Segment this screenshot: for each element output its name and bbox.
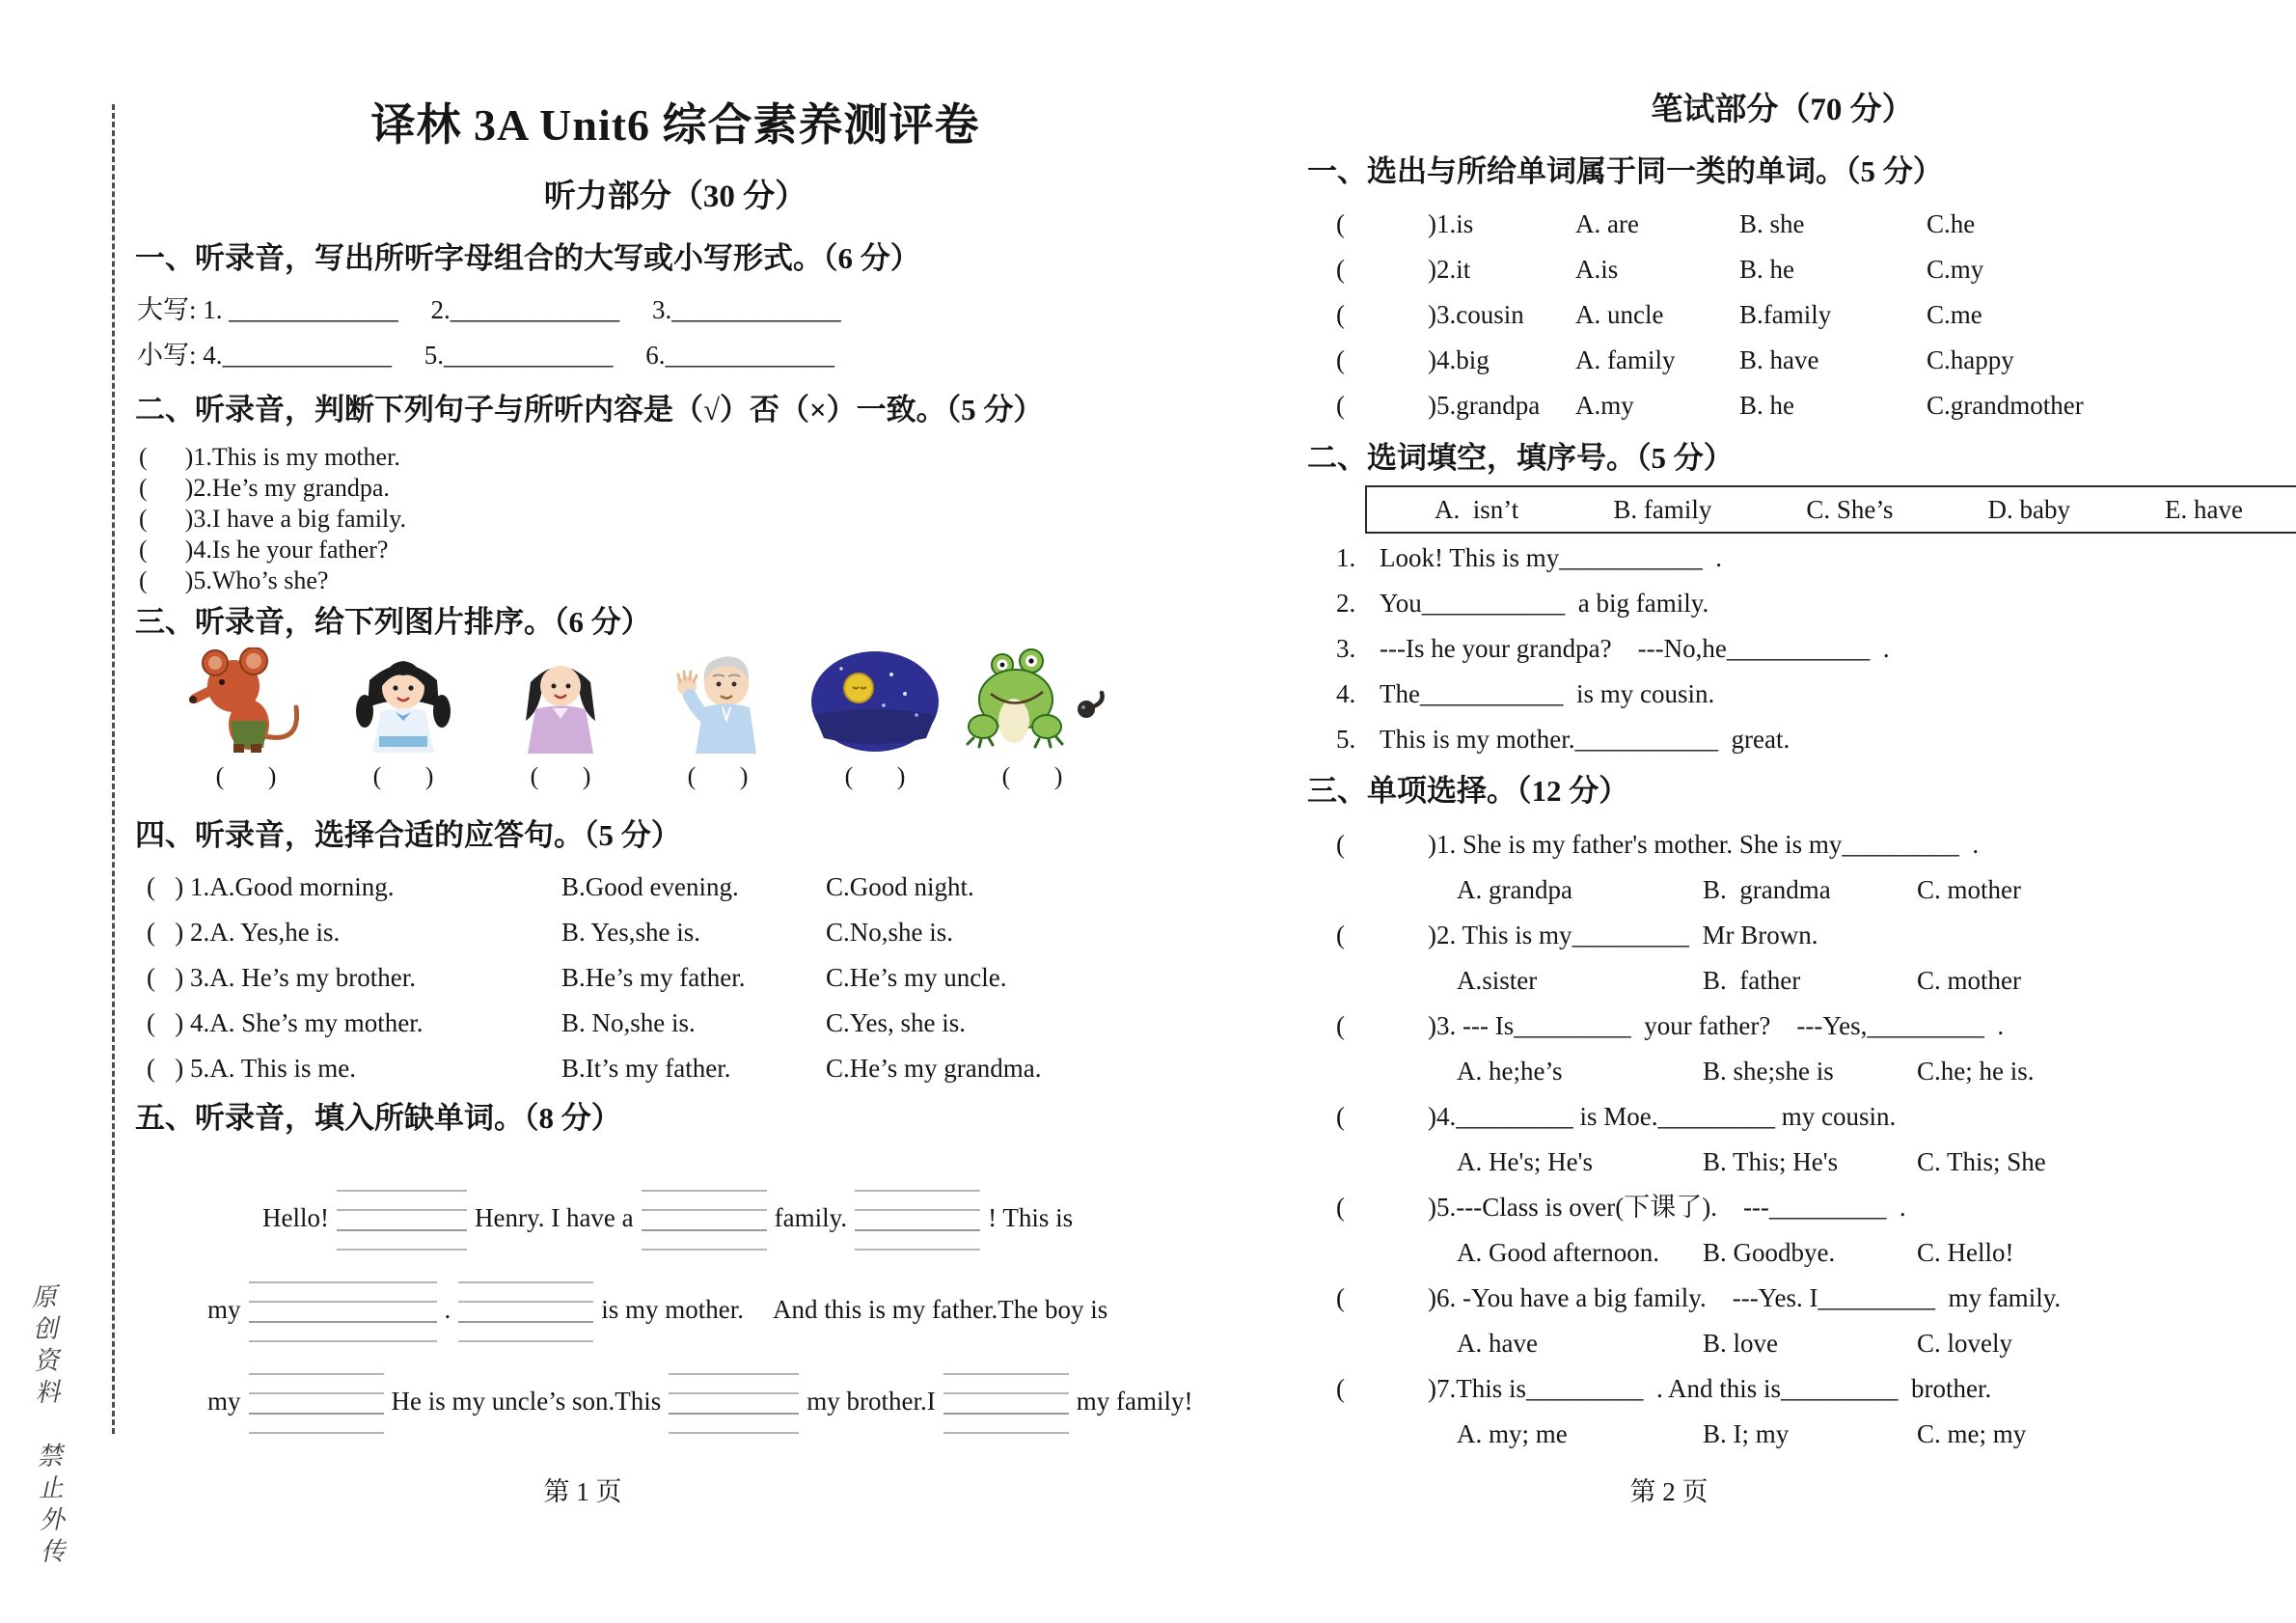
- answer-paren: ( ): [1001, 762, 1063, 790]
- judge-item: ( )3.I have a big family.: [139, 505, 406, 533]
- response-choice-row: [135, 1001, 1216, 1046]
- fill-blank-item: [1307, 536, 2257, 581]
- option-c: C.he: [1927, 209, 1976, 238]
- picture-night-moon: [803, 647, 947, 756]
- picture-grandpa: [645, 647, 790, 756]
- item-number: 5.: [1336, 725, 1356, 754]
- answer-paren: (: [1336, 921, 1345, 949]
- fill-line-1: [135, 1172, 1216, 1264]
- question-text: )2. This is my_________ Mr Brown.: [1428, 921, 1818, 949]
- classify-row: [1307, 202, 2257, 247]
- option-a: A. are: [1575, 209, 1639, 238]
- option-a: 3.A. He’s my brother.: [190, 963, 416, 992]
- mc-options: [1307, 958, 2257, 1004]
- fill-line-2: [135, 1264, 1216, 1356]
- option-c: C. Hello!: [1917, 1238, 2014, 1267]
- fill-text: .: [444, 1295, 451, 1324]
- answer-paren: (: [1336, 1193, 1345, 1222]
- answer-paren: ( ): [844, 762, 906, 790]
- option-b: B. he: [1739, 391, 1794, 420]
- fill-text: Henry. I have a: [474, 1203, 634, 1232]
- item-text: This is my mother.___________ great.: [1380, 725, 1790, 754]
- fill-text: my: [207, 1387, 241, 1416]
- section-5-title: 五、听录音，填入所缺单词。（8 分）: [135, 1101, 621, 1135]
- mc-question: [1307, 1094, 2257, 1140]
- section-1-title: 一、听录音，写出所听字母组合的大写或小写形式。（6 分）: [135, 241, 920, 275]
- writing-blank: [669, 1373, 799, 1434]
- option-b: B. grandma: [1703, 875, 1831, 904]
- option-a: A.is: [1575, 255, 1619, 284]
- answer-paren: ( ): [147, 963, 184, 992]
- fill-text: my family!: [1076, 1387, 1193, 1416]
- option-b: B.He’s my father.: [561, 963, 746, 992]
- fill-text: my: [207, 1295, 241, 1324]
- option-b: B. love: [1703, 1329, 1778, 1358]
- picture-woman: [488, 647, 633, 756]
- writing-blank: [855, 1190, 980, 1251]
- fold-dashed-line: [112, 104, 115, 1434]
- classify-row: [1307, 292, 2257, 338]
- mc-question: [1307, 1366, 2257, 1412]
- option-c: C.He’s my grandma.: [826, 1054, 1042, 1083]
- section-3-title-written: 三、单项选择。（12 分）: [1307, 774, 1629, 808]
- option-c: C.happy: [1927, 345, 2014, 374]
- writing-blank: [458, 1281, 593, 1342]
- section-1-title-written: 一、选出与所给单词属于同一类的单词。（5 分）: [1307, 154, 1943, 188]
- classify-row: [1307, 338, 2257, 383]
- section-4-title: 四、听录音，选择合适的应答句。（5 分）: [135, 818, 681, 852]
- picture-frog-tadpole: [960, 647, 1105, 756]
- response-choice-row: [135, 955, 1216, 1001]
- option-c: C. lovely: [1917, 1329, 2012, 1358]
- mc-question: [1307, 913, 2257, 958]
- picture-row: [174, 647, 1216, 756]
- picture-girl: [331, 647, 476, 756]
- lowercase-blanks-row: 小写: 4._____________ 5._____________ 6._____________: [137, 341, 835, 370]
- writing-blank: [642, 1190, 767, 1251]
- page-number-1: 第 1 页: [543, 1477, 622, 1506]
- item-text: ---Is he your grandpa? ---No,he___________ .: [1380, 634, 1890, 663]
- option-a: A. He's; He's: [1457, 1147, 1593, 1176]
- word-bank-box: [1365, 485, 2296, 534]
- fill-blank-item: [1307, 581, 2257, 626]
- fill-text: He is my uncle’s son.This: [391, 1387, 662, 1416]
- judge-item: ( )1.This is my mother.: [139, 443, 400, 471]
- answer-paren: (: [1336, 209, 1345, 238]
- stem-word: )3.cousin: [1428, 300, 1524, 329]
- option-a: 1.A.Good morning.: [190, 872, 395, 901]
- option-a: 5.A. This is me.: [190, 1054, 357, 1083]
- answer-paren: ( ): [687, 762, 749, 790]
- answer-paren: ( ): [530, 762, 591, 790]
- option-b: B.Good evening.: [561, 872, 739, 901]
- fill-text: ! This is: [988, 1203, 1074, 1232]
- option-b: B. he: [1739, 255, 1794, 284]
- question-text: )7.This is_________ . And this is_________ brother.: [1428, 1374, 1992, 1403]
- answer-paren: (: [1336, 300, 1345, 329]
- option-c: C.Yes, she is.: [826, 1008, 967, 1037]
- mc-options: [1307, 1412, 2257, 1457]
- stem-word: )5.grandpa: [1428, 391, 1541, 420]
- question-text: )4._________ is Moe._________ my cousin.: [1428, 1102, 1897, 1131]
- fill-blank-item: [1307, 672, 2257, 717]
- fill-text: Hello!: [262, 1203, 329, 1232]
- option-c: C.Good night.: [826, 872, 974, 901]
- answer-paren: (: [1336, 391, 1345, 420]
- answer-paren: ( ): [147, 918, 184, 947]
- picture-answer-parens: [174, 763, 1216, 790]
- answer-paren: (: [1336, 255, 1345, 284]
- fill-text: my brother.I: [806, 1387, 936, 1416]
- option-b: B. Yes,she is.: [561, 918, 701, 947]
- stem-word: )1.is: [1428, 209, 1474, 238]
- section-3-title: 三、听录音，给下列图片排序。（6 分）: [135, 605, 651, 639]
- option-c: C.grandmother: [1927, 391, 2084, 420]
- watermark: 原创资料 禁止外传: [27, 1282, 67, 1571]
- fill-text: And this is my father.The boy is: [773, 1295, 1108, 1324]
- option-a: A. grandpa: [1457, 875, 1572, 904]
- judge-item: ( )2.He’s my grandpa.: [139, 474, 390, 502]
- fill-blank-item: [1307, 717, 2257, 762]
- response-choice-row: [135, 1046, 1216, 1091]
- option-a: A. he;he’s: [1457, 1057, 1563, 1086]
- response-choice-row: [135, 865, 1216, 910]
- written-part-header: 笔试部分（70 分）: [1651, 93, 1914, 127]
- judge-item: ( )4.Is he your father?: [139, 536, 389, 564]
- picture-mouse: [174, 647, 318, 756]
- option-b: B. I; my: [1703, 1419, 1790, 1448]
- mc-options: [1307, 867, 2257, 913]
- item-number: 3.: [1336, 634, 1356, 663]
- option-b: B. she: [1739, 209, 1805, 238]
- writing-blank: [249, 1373, 384, 1434]
- mc-options: [1307, 1230, 2257, 1276]
- option-b: B. Goodbye.: [1703, 1238, 1836, 1267]
- page-2: [1307, 0, 2257, 1506]
- mc-question: [1307, 822, 2257, 867]
- option-c: C. me; my: [1917, 1419, 2027, 1448]
- option-c: C.No,she is.: [826, 918, 954, 947]
- option-a: 2.A. Yes,he is.: [190, 918, 341, 947]
- word-bank-item: B. family: [1613, 495, 1712, 524]
- item-number: 4.: [1336, 679, 1356, 708]
- item-text: Look! This is my___________ .: [1380, 543, 1723, 572]
- option-b: B. This; He's: [1703, 1147, 1839, 1176]
- writing-blank: [337, 1190, 467, 1251]
- option-a: A. Good afternoon.: [1457, 1238, 1659, 1267]
- item-text: The___________ is my cousin.: [1380, 679, 1715, 708]
- mc-question: [1307, 1276, 2257, 1321]
- answer-paren: ( ): [147, 1008, 184, 1037]
- mc-options: [1307, 1140, 2257, 1185]
- option-c: C. mother: [1917, 875, 2021, 904]
- option-c: C. mother: [1917, 966, 2021, 995]
- stem-word: )2.it: [1428, 255, 1471, 284]
- mc-options: [1307, 1049, 2257, 1094]
- page-number-2: 第 2 页: [1629, 1477, 1708, 1506]
- listening-part-header: 听力部分（30 分）: [543, 179, 807, 214]
- option-b: B. have: [1739, 345, 1819, 374]
- option-c: C.he; he is.: [1917, 1057, 2035, 1086]
- answer-paren: (: [1336, 1374, 1345, 1403]
- judge-item: ( )5.Who’s she?: [139, 566, 329, 594]
- option-b: B. No,she is.: [561, 1008, 696, 1037]
- question-text: )3. --- Is_________ your father? ---Yes,_________ .: [1428, 1011, 2005, 1040]
- option-c: C. This; She: [1917, 1147, 2046, 1176]
- option-a: A. have: [1457, 1329, 1538, 1358]
- answer-paren: ( ): [215, 762, 277, 790]
- section-2-title-written: 二、选词填空，填序号。（5 分）: [1307, 441, 1734, 475]
- answer-paren: (: [1336, 830, 1345, 859]
- answer-paren: (: [1336, 345, 1345, 374]
- item-text: You___________ a big family.: [1380, 589, 1709, 618]
- fill-blank-item: [1307, 626, 2257, 672]
- item-number: 2.: [1336, 589, 1356, 618]
- writing-blank: [249, 1281, 437, 1342]
- answer-paren: (: [1336, 1102, 1345, 1131]
- section-2-title: 二、听录音，判断下列句子与所听内容是（√）否（×）一致。（5 分）: [135, 393, 1044, 426]
- option-c: C.He’s my uncle.: [826, 963, 1007, 992]
- uppercase-blanks-row: 大写: 1. _____________ 2._____________ 3._____________: [137, 295, 841, 324]
- answer-paren: (: [1336, 1283, 1345, 1312]
- option-a: 4.A. She’s my mother.: [190, 1008, 424, 1037]
- option-b: B. she;she is: [1703, 1057, 1834, 1086]
- answer-paren: ( ): [147, 1054, 184, 1083]
- mc-question: [1307, 1185, 2257, 1230]
- writing-blank: [943, 1373, 1069, 1434]
- page-1: [135, 0, 1216, 1506]
- word-bank-item: C. She’s: [1806, 495, 1894, 524]
- option-b: B. father: [1703, 966, 1801, 995]
- option-a: A. family: [1575, 345, 1676, 374]
- word-bank-item: E. have: [2165, 495, 2243, 524]
- option-a: A.my: [1575, 391, 1634, 420]
- question-text: )5.---Class is over(下课了). ---_________ .: [1428, 1193, 1906, 1222]
- option-b: B.It’s my father.: [561, 1054, 731, 1083]
- classify-row: [1307, 383, 2257, 428]
- fill-text: family.: [774, 1203, 848, 1232]
- option-a: A.sister: [1457, 966, 1538, 995]
- fill-line-3: [135, 1356, 1216, 1447]
- option-c: C.my: [1927, 255, 1984, 284]
- word-bank-item: A. isn’t: [1435, 495, 1519, 524]
- question-text: )1. She is my father's mother. She is my_________ .: [1428, 830, 1980, 859]
- option-a: A. my; me: [1457, 1419, 1568, 1448]
- question-text: )6. -You have a big family. ---Yes. I_________ my family.: [1428, 1283, 2062, 1312]
- mouse-tail: [265, 707, 297, 737]
- page-title: 译林 3A Unit6 综合素养测评卷: [370, 100, 980, 150]
- mc-question: [1307, 1004, 2257, 1049]
- option-c: C.me: [1927, 300, 1982, 329]
- answer-paren: (: [1336, 1011, 1345, 1040]
- fill-text: is my mother.: [601, 1295, 745, 1324]
- response-choice-row: [135, 910, 1216, 955]
- option-a: A. uncle: [1575, 300, 1664, 329]
- classify-row: [1307, 247, 2257, 292]
- item-number: 1.: [1336, 543, 1356, 572]
- answer-paren: ( ): [147, 872, 184, 901]
- option-b: B.family: [1739, 300, 1832, 329]
- answer-paren: ( ): [372, 762, 434, 790]
- mc-options: [1307, 1321, 2257, 1366]
- stem-word: )4.big: [1428, 345, 1490, 374]
- word-bank-item: D. baby: [1987, 495, 2070, 524]
